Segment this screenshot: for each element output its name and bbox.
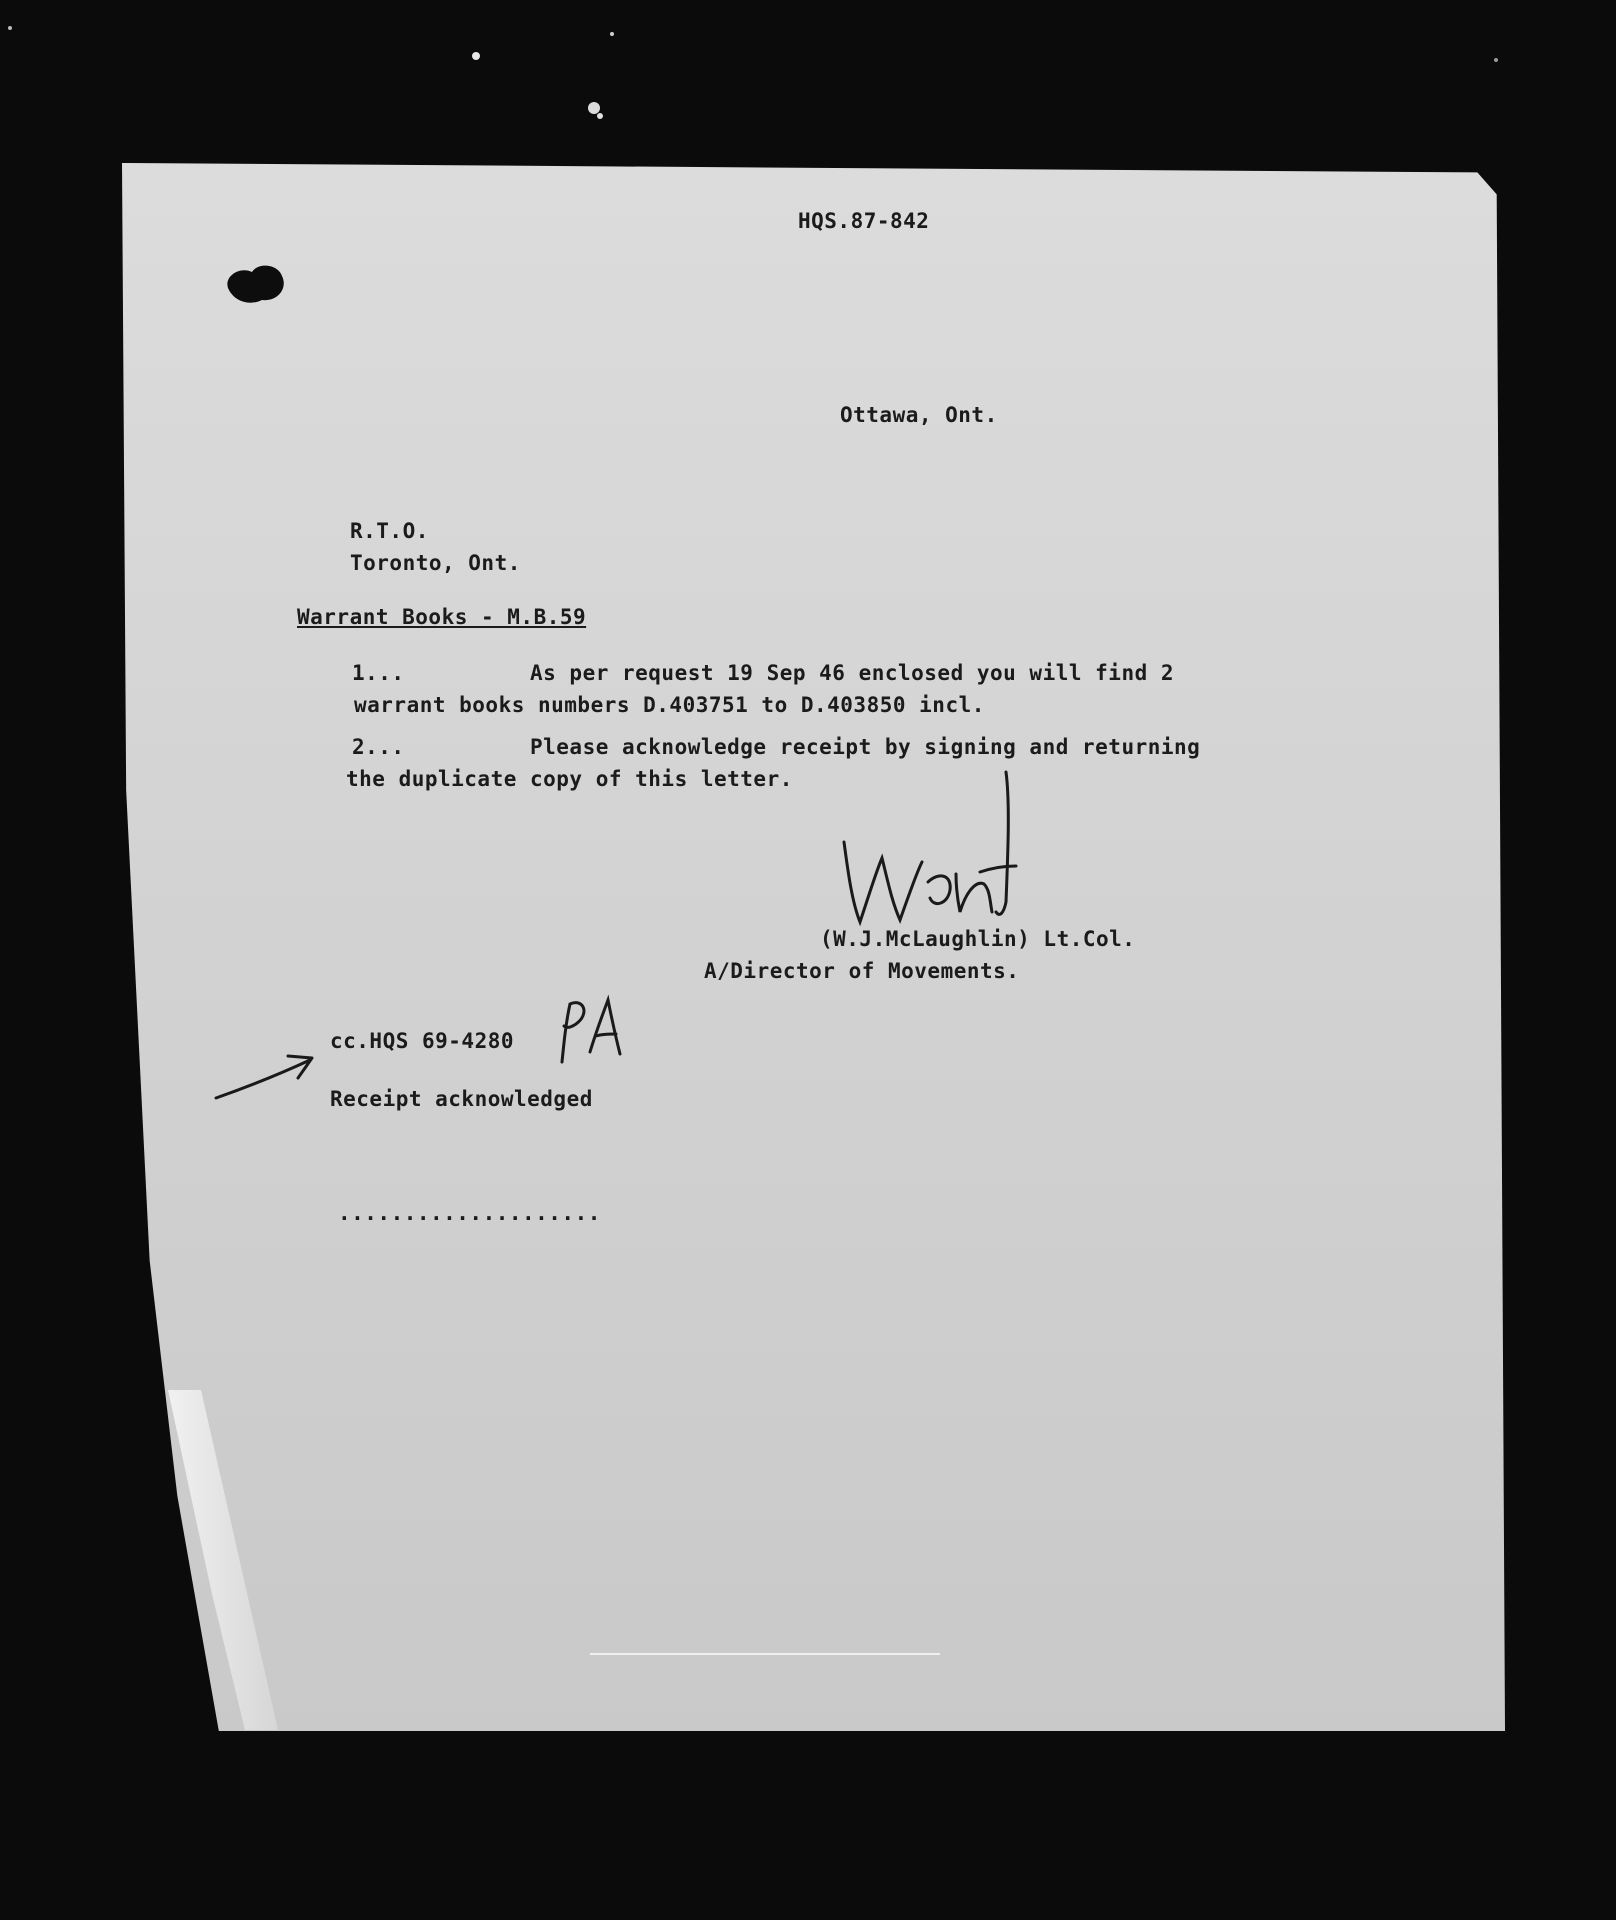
scan-fold-line	[590, 1653, 940, 1655]
document-page	[122, 163, 1505, 1731]
receipt-note: Receipt acknowledged	[330, 1087, 593, 1111]
signatory-title: A/Director of Movements.	[704, 959, 1020, 983]
handwritten-signature	[830, 762, 1060, 942]
scan-speckles	[0, 0, 1616, 160]
paragraph-2-line-1: Please acknowledge receipt by signing and returning	[530, 735, 1201, 759]
arrow-icon	[210, 1046, 320, 1106]
ink-blot	[222, 258, 292, 308]
paragraph-1-line-1: As per request 19 Sep 46 enclosed you will find 2	[530, 661, 1175, 685]
place-line: Ottawa, Ont.	[840, 403, 998, 427]
paragraph-2-number: 2...	[352, 735, 405, 759]
handwritten-initials	[550, 992, 630, 1072]
paragraph-1-line-2: warrant books numbers D.403751 to D.403850 incl.	[354, 693, 985, 717]
cc-reference: cc.HQS 69-4280	[330, 1029, 515, 1053]
signature-dotted-line: ....................	[338, 1201, 601, 1225]
signatory-name: (W.J.McLaughlin) Lt.Col.	[820, 927, 1136, 951]
subject-heading: Warrant Books - M.B.59	[297, 605, 587, 629]
paragraph-1-number: 1...	[352, 661, 405, 685]
paragraph-2-line-2: the duplicate copy of this letter.	[346, 767, 793, 791]
file-number: HQS.87-842	[798, 209, 930, 233]
addressee-line-2: Toronto, Ont.	[350, 551, 521, 575]
addressee-line-1: R.T.O.	[350, 519, 429, 543]
